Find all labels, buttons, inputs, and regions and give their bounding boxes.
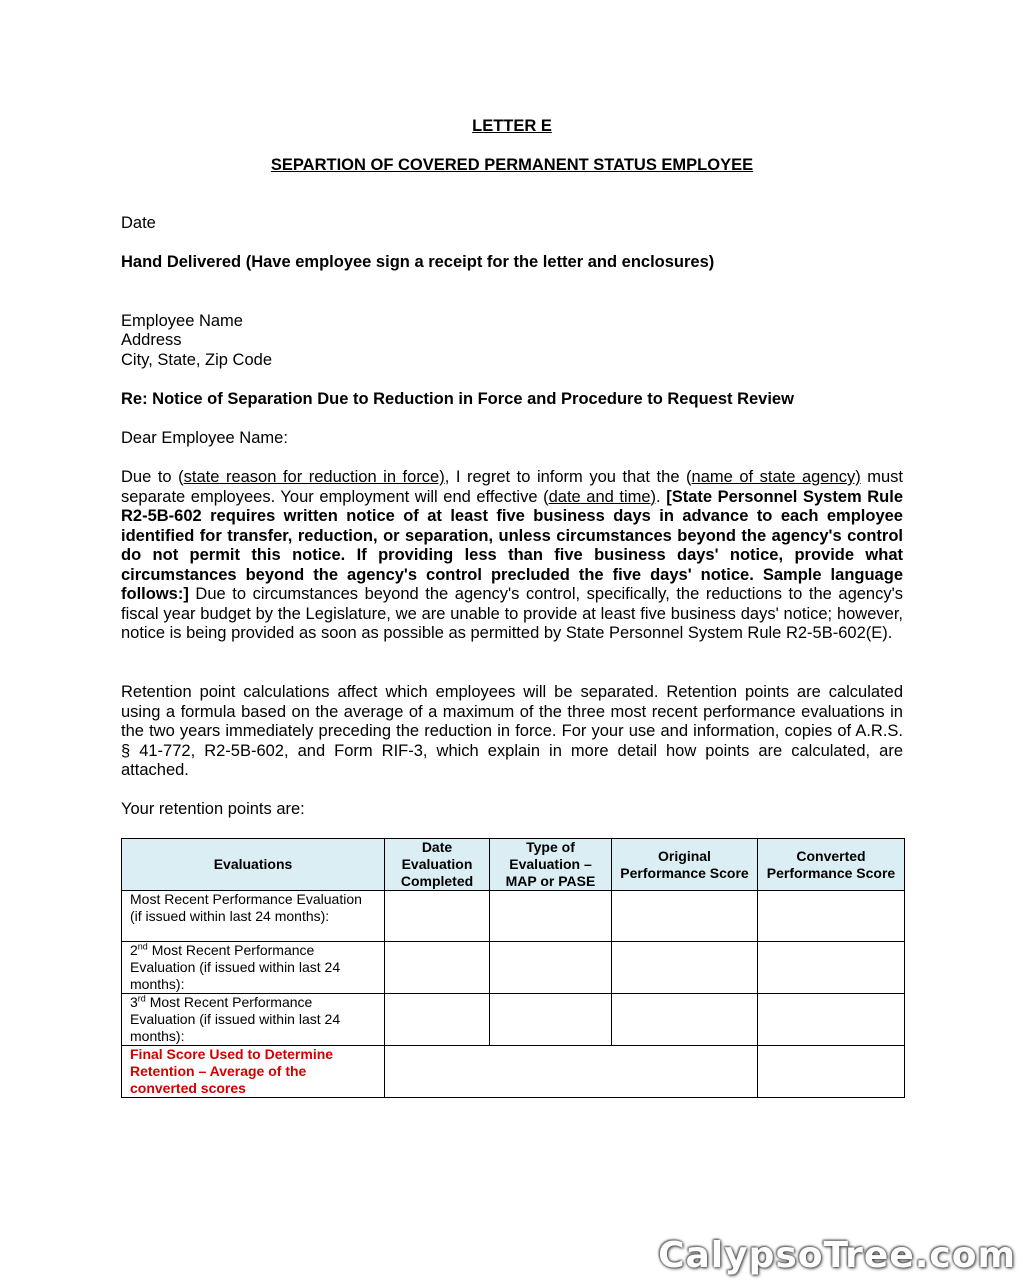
placeholder-reason: state reason for reduction in force): [183, 468, 445, 486]
row-label: [122, 994, 385, 1046]
ordinal-number: 3: [130, 994, 138, 1010]
letter-title: LETTER E: [472, 117, 552, 135]
para1-text-4: .: [656, 487, 667, 506]
re-line: Re: Notice of Separation Due to Reduction in Force and Procedure to Request Review: [121, 390, 794, 408]
sample-language: Due to circumstances beyond the agency's control, specifically, the reductions to the agency's fiscal year budget by the Legislature, we are unable to provide at least five business days' notice; however, notice is being provided as soon as possible as permitted by State Personnel System Rule R2-5B-602(E).: [121, 585, 903, 642]
original-score-cell[interactable]: [612, 891, 758, 942]
date-cell[interactable]: [385, 942, 490, 994]
row-label: [122, 942, 385, 994]
row-label: Most Recent Performance Evaluation (if issued within last 24 months):: [122, 891, 385, 942]
retention-intro: Your retention points are:: [121, 800, 305, 818]
rule-instruction: [State Personnel System Rule R2-5B-602 requires written notice of at least five business days in advance to each employee identified for transfer, reduction, or separation, unless circumstances beyond the agency's control do not permit this notice. If providing less than five business days' notice, provide what circumstances beyond the agency's control precluded the five days' notice. Sample language follows:]: [121, 487, 903, 603]
table-row: [122, 891, 905, 942]
header-original-score: Original Performance Score: [612, 839, 758, 891]
date-cell[interactable]: [385, 891, 490, 942]
type-cell[interactable]: [490, 994, 612, 1046]
address-name: Employee Name: [121, 312, 243, 330]
address-city: City, State, Zip Code: [121, 351, 273, 369]
final-score-row: [122, 1046, 905, 1098]
original-score-cell[interactable]: [612, 942, 758, 994]
retention-points-table: [121, 838, 905, 1098]
type-cell[interactable]: [490, 891, 612, 942]
header-evaluation-type: Type of Evaluation – MAP or PASE: [490, 839, 612, 891]
original-score-cell[interactable]: [612, 994, 758, 1046]
para1-text-2: , I regret to inform you that the (: [444, 468, 692, 486]
para1-text-3: must separate employees. Your employment will end effective (: [121, 468, 904, 506]
placeholder-agency: name of state agency): [691, 468, 861, 486]
header-converted-score: Converted Performance Score: [758, 839, 905, 891]
final-score-cell[interactable]: [758, 1046, 905, 1098]
header-evaluations: Evaluations: [122, 839, 385, 891]
table-row: [122, 942, 905, 994]
converted-score-cell[interactable]: [758, 942, 905, 994]
address-street: Address: [121, 331, 182, 349]
table-row: [122, 994, 905, 1046]
salutation: Dear Employee Name:: [121, 429, 288, 447]
date-cell[interactable]: [385, 994, 490, 1046]
table-header-row: [122, 839, 905, 891]
ordinal-suffix: nd: [137, 941, 148, 952]
ordinal-suffix: rd: [137, 993, 146, 1004]
paragraph-retention: Retention point calculations affect which employees will be separated. Retention points are calculated using a formula based on the average of a maximum of the three most recent performance evaluations in the two years immediately preceding the reduction in force. For your use and information, copies of A.R.S. § 41-772, R2-5B-602, and Form RIF-3, which explain in more detail how points are calculated, are attached.: [121, 683, 903, 779]
letter-subtitle: SEPARTION OF COVERED PERMANENT STATUS EMPLOYEE: [270, 156, 754, 174]
ordinal-number: 2: [130, 942, 138, 958]
final-score-merged-cell[interactable]: [385, 1046, 758, 1098]
row-label-text: Most Recent Performance Evaluation (if issued within last 24 months):: [130, 994, 341, 1044]
para1-text-1: Due to (: [121, 468, 184, 486]
row-label-text: Most Recent Performance Evaluation (if issued within last 24 months):: [130, 942, 341, 992]
final-score-label: Final Score Used to Determine Retention – Average of the converted scores: [122, 1046, 385, 1098]
paragraph-notice: [121, 468, 903, 644]
watermark: CalypsoTree.com: [658, 1235, 1016, 1276]
date-label: Date: [121, 214, 156, 232]
placeholder-date-time: date and time): [548, 487, 657, 506]
header-date-completed: Date Evaluation Completed: [385, 839, 490, 891]
type-cell[interactable]: [490, 942, 612, 994]
converted-score-cell[interactable]: [758, 994, 905, 1046]
hand-delivered-note: Hand Delivered (Have employee sign a receipt for the letter and enclosures): [121, 253, 715, 271]
converted-score-cell[interactable]: [758, 891, 905, 942]
